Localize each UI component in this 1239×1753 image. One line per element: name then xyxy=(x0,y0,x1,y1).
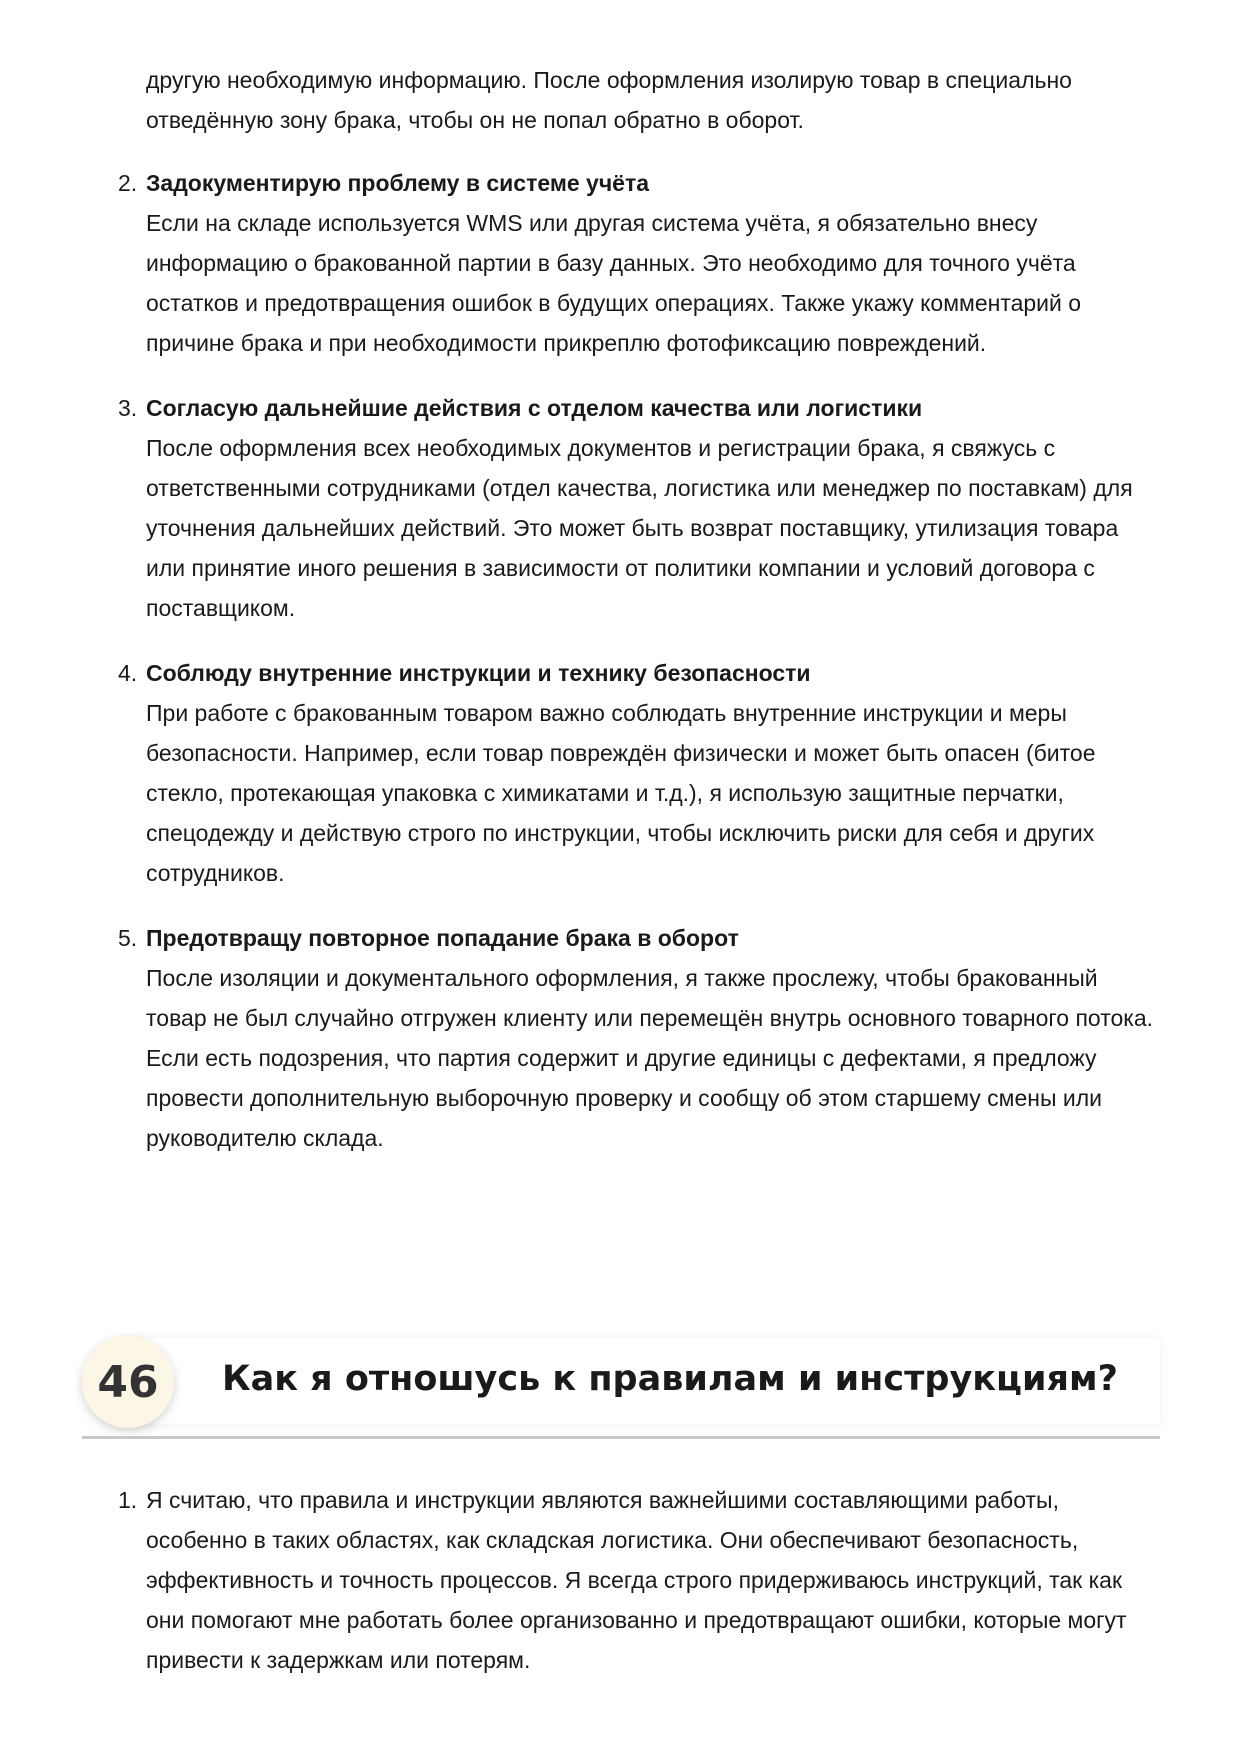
intro-paragraph: другую необходимую информацию. После оформления изолирую товар в специально отведённую зону брака, чтобы он не попал обратно в оборот. xyxy=(146,67,1072,133)
list-item-title: Предотвращу повторное попадание брака в оборот xyxy=(146,925,739,951)
list-item xyxy=(110,1480,1156,1680)
answers-list xyxy=(110,1480,1156,1680)
list-item xyxy=(110,918,1156,1158)
list-item xyxy=(110,388,1156,628)
list-item-number: 5. xyxy=(118,925,138,951)
list-item-body: Я считаю, что правила и инструкции являются важнейшими составляющими работы, особенно в таких областях, как складская логистика. Они обеспечивают безопасность, эффективность и точность процессов. Я всегда строго придерживаюсь инструкций, так как они помогают мне работать более организованно и предотвращают ошибки, которые могут привести к задержкам или потерям. xyxy=(146,1487,1127,1673)
list-item-title: Соблюду внутренние инструкции и технику безопасности xyxy=(146,660,811,686)
section-title: Как я отношусь к правилам и инструкциям? xyxy=(222,1359,1118,1399)
section-header xyxy=(82,1336,1160,1434)
list-item-number: 1. xyxy=(118,1487,138,1513)
list-item-title: Согласую дальнейшие действия с отделом качества или логистики xyxy=(146,395,923,421)
list-item-number: 2. xyxy=(118,170,138,196)
list-item-body: После оформления всех необходимых документов и регистрации брака, я свяжусь с ответственными сотрудниками (отдел качества, логистика или менеджер по поставкам) для уточнения дальнейших действий. Это может быть возврат поставщику, утилизация товара или принятие иного решения в зависимости от политики компании и условий договора с поставщиком. xyxy=(146,435,1133,621)
list-item-body: При работе с бракованным товаром важно соблюдать внутренние инструкции и меры безопасности. Например, если товар повреждён физически и может быть опасен (битое стекло, протекающая упаковка с химикатами и т.д.), я использую защитные перчатки, спецодежду и действую строго по инструкции, чтобы исключить риски для себя и других сотрудников. xyxy=(146,700,1096,886)
list-item xyxy=(110,653,1156,893)
list-item-number: 4. xyxy=(118,660,138,686)
steps-list xyxy=(110,163,1156,1158)
list-item xyxy=(110,163,1156,363)
list-item-body: После изоляции и документального оформления, я также прослежу, чтобы бракованный товар не был случайно отгружен клиенту или перемещён внутрь основного товарного потока. Если есть подозрения, что партия содержит и другие единицы с дефектами, я предложу провести дополнительную выборочную проверку и сообщу об этом старшему смены или руководителю склада. xyxy=(146,965,1154,1151)
section-number-badge: 46 xyxy=(82,1336,174,1428)
list-item-number: 3. xyxy=(118,395,138,421)
list-item-title: Задокументирую проблему в системе учёта xyxy=(146,170,650,196)
section-divider xyxy=(82,1436,1160,1439)
list-item-body: Если на складе используется WMS или другая система учёта, я обязательно внесу информацию о бракованной партии в базу данных. Это необходимо для точного учёта остатков и предотвращения ошибок в будущих операциях. Также укажу комментарий о причине брака и при необходимости прикреплю фотофиксацию повреждений. xyxy=(146,210,1082,356)
